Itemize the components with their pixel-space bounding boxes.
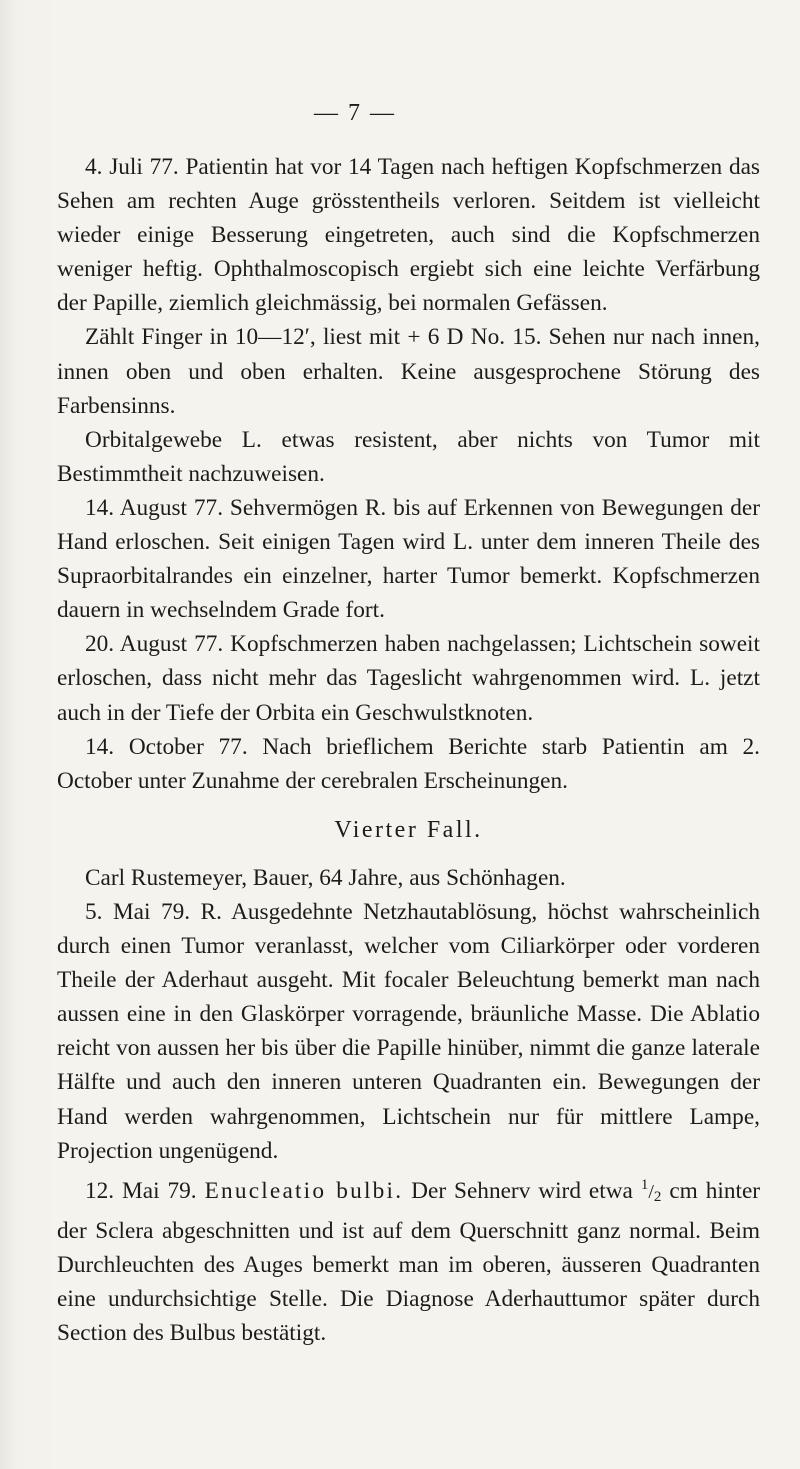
body-text	[57, 150, 760, 1350]
paragraph-entry-4-juli: 4. Juli 77. Patientin hat vor 14 Tagen nach heftigen Kopfschmerzen das Sehen am rechten Auge grösstentheils verloren. Seitdem ist vielleicht wieder einige Besserung eingetreten, auch sind die Kopfschmerzen weniger heftig. Ophthalmoscopisch ergiebt sich eine leichte Verfärbung der Papille, ziemlich gleichmässig, bei normalen Gefässen.	[57, 154, 760, 317]
paragraph-entry-14-august: 14. August 77. Sehvermögen R. bis auf Erkennen von Bewegungen der Hand erloschen. Seit einigen Tagen wird L. unter dem inneren Theile des Supraorbitalrandes ein einzelner, harter Tumor bemerkt. Kopfschmerzen dauern in wechselndem Grade fort.	[57, 494, 760, 624]
fraction-half: $^1$/2	[640, 1176, 662, 1205]
paragraph-orbital-tissue: Orbitalgewebe L. etwas resistent, aber nichts von Tumor mit Bestimmtheit nachzuweisen.	[57, 426, 760, 487]
paragraph-visual-acuity: Zählt Finger in 10—12′, liest mit + 6 D No. 15. Sehen nur nach innen, innen oben und oben erhalten. Keine ausgesprochene Störung des Farbensinns.	[57, 324, 760, 419]
section-heading: Vierter Fall.	[334, 816, 483, 843]
paragraph-text: cm hinter der Sclera abgeschnitten und ist auf dem Querschnitt ganz normal. Beim Durchleuchten des Auges bemerkt man im oberen, äusseren Quadranten eine undurchsichtige Stelle. Die Diagnose Aderhauttumor später durch Section des Bulbus bestätigt.	[57, 1177, 761, 1347]
paragraph-entry-12-mai	[57, 1168, 760, 1350]
entry-date: 12. Mai 79.	[85, 1177, 197, 1204]
paragraph-text: Der Sehnerv wird etwa	[411, 1177, 633, 1204]
paragraph-entry-5-mai: 5. Mai 79. R. Ausgedehnte Netzhautablösung, höchst wahrscheinlich durch einen Tumor veranlasst, welcher vom Ciliarkörper oder vorderen Theile der Aderhaut ausgeht. Mit focaler Beleuchtung bemerkt man nach aussen eine in den Glaskörper vorragende, bräunliche Masse. Die Ablatio reicht von aussen her bis über die Papille hinüber, nimmt die ganze laterale Hälfte und auch den inneren unteren Quadranten ein. Bewegungen der Hand werden wahrgenommen, Lichtschein nur für mittlere Lampe, Projection ungenügend.	[57, 898, 760, 1164]
page-number: — 7 —	[314, 100, 396, 126]
paragraph-entry-20-august: 20. August 77. Kopfschmerzen haben nachgelassen; Lichtschein soweit erloschen, dass nicht mehr das Tageslicht wahrgenommen wird. L. jetzt auch in der Tiefe der Orbita ein Geschwulstknoten.	[57, 631, 760, 726]
paragraph-entry-14-october: 14. October 77. Nach brieflichem Berichte starb Patientin am 2. October unter Zunahme der cerebralen Erscheinungen.	[57, 733, 760, 794]
paragraph-patient-info: Carl Rustemeyer, Bauer, 64 Jahre, aus Schönhagen.	[85, 864, 566, 891]
spaced-term: Enucleatio bulbi.	[204, 1177, 404, 1204]
